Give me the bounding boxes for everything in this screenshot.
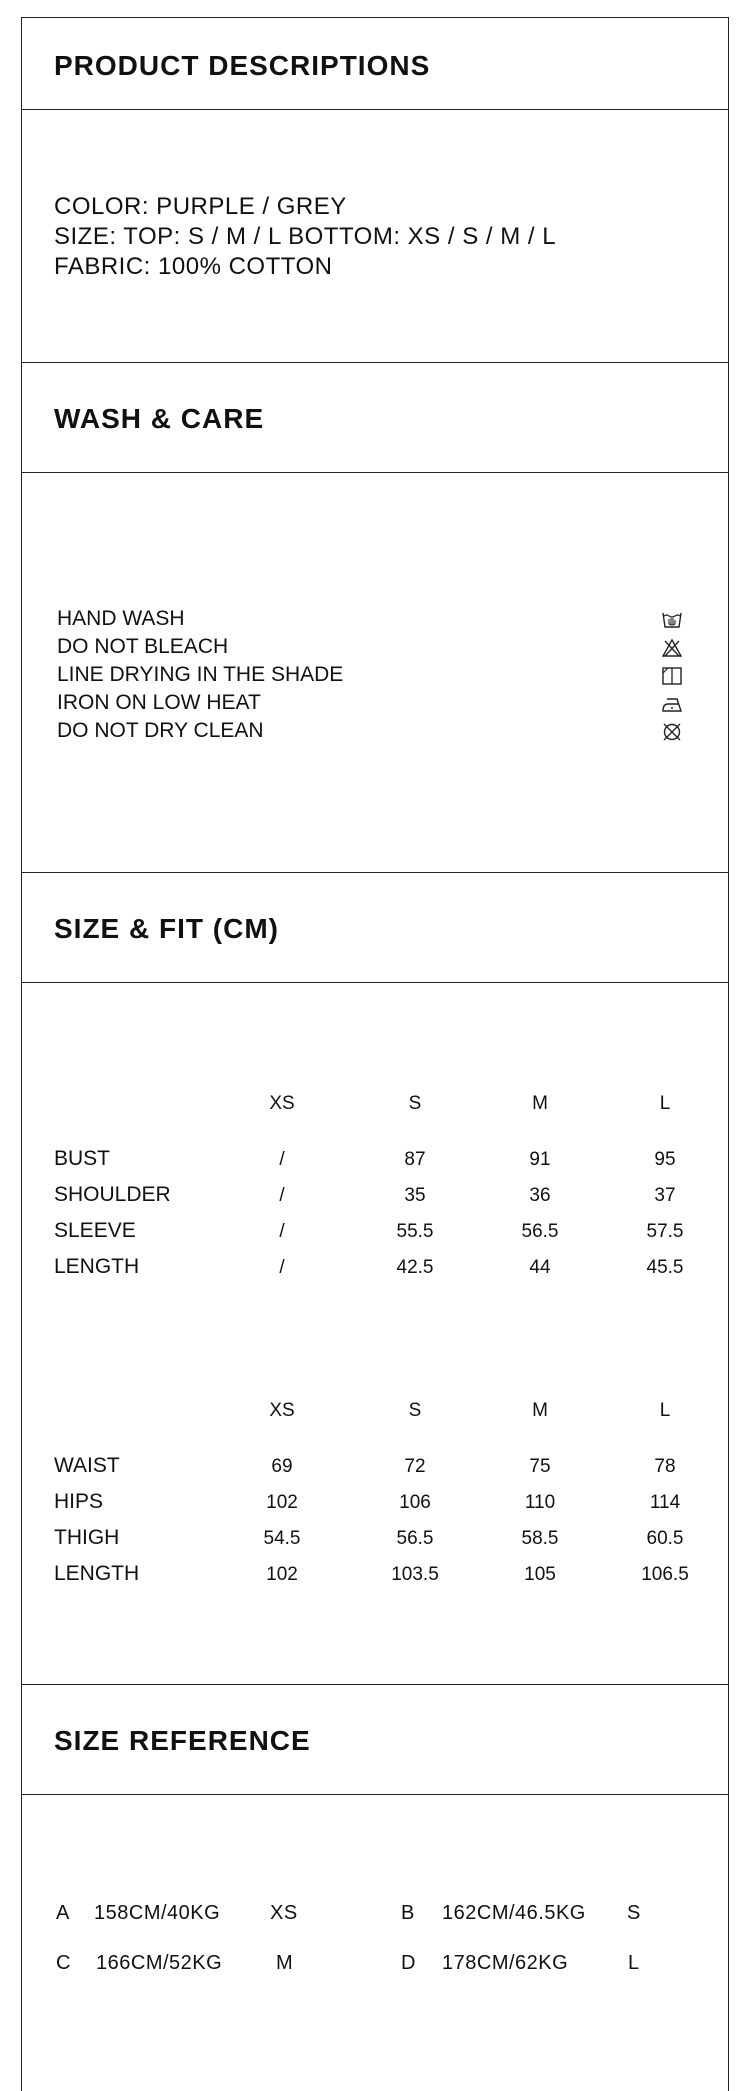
table-cell: 60.5 xyxy=(646,1528,684,1549)
model-size: M xyxy=(276,1952,294,1974)
model-letter: A xyxy=(56,1902,70,1924)
table-cell: 57.5 xyxy=(646,1221,684,1242)
table-cell: 69 xyxy=(271,1456,293,1477)
table-cell: 35 xyxy=(404,1185,426,1206)
iron-low-heat-icon xyxy=(661,694,683,714)
section-heading-size-fit: SIZE & FIT (CM) xyxy=(54,913,279,944)
care-item-do-not-bleach: DO NOT BLEACH xyxy=(57,635,229,658)
product-color-line: COLOR: PURPLE / GREY xyxy=(54,193,347,220)
column-header-m: M xyxy=(532,1400,548,1421)
table-cell: 37 xyxy=(654,1185,676,1206)
column-header-m: M xyxy=(532,1093,548,1114)
row-label-bust: BUST xyxy=(54,1147,111,1170)
table-cell: 54.5 xyxy=(263,1528,301,1549)
column-header-l: L xyxy=(659,1093,671,1114)
table-cell: / xyxy=(279,1221,285,1242)
divider xyxy=(21,362,729,363)
table-cell: 103.5 xyxy=(391,1564,439,1585)
row-label-sleeve: SLEEVE xyxy=(54,1219,136,1242)
divider xyxy=(21,1684,729,1685)
row-label-thigh: THIGH xyxy=(54,1526,120,1549)
care-item-iron: IRON ON LOW HEAT xyxy=(57,691,261,714)
divider xyxy=(21,1794,729,1795)
table-cell: / xyxy=(279,1185,285,1206)
table-cell: 75 xyxy=(529,1456,551,1477)
table-cell: 58.5 xyxy=(521,1528,559,1549)
column-header-xs: XS xyxy=(269,1093,295,1114)
table-cell: 36 xyxy=(529,1185,551,1206)
row-label-length: LENGTH xyxy=(54,1255,140,1278)
divider xyxy=(21,472,729,473)
product-details xyxy=(54,192,556,282)
model-measure: 178CM/62KG xyxy=(442,1952,569,1974)
section-heading-product: PRODUCT DESCRIPTIONS xyxy=(54,50,431,81)
column-header-s: S xyxy=(408,1400,422,1421)
table-cell: 72 xyxy=(404,1456,426,1477)
model-measure: 162CM/46.5KG xyxy=(442,1902,586,1924)
care-item-hand-wash: HAND WASH xyxy=(57,607,185,630)
divider xyxy=(21,109,729,110)
model-size: XS xyxy=(270,1902,298,1924)
table-cell: 42.5 xyxy=(396,1257,434,1278)
table-cell: 102 xyxy=(266,1564,298,1585)
care-list xyxy=(57,605,343,745)
care-item-dry-clean: DO NOT DRY CLEAN xyxy=(57,719,264,742)
column-header-s: S xyxy=(408,1093,422,1114)
row-label-waist: WAIST xyxy=(54,1454,120,1477)
row-label-shoulder: SHOULDER xyxy=(54,1183,171,1206)
product-fabric-line: FABRIC: 100% COTTON xyxy=(54,253,333,280)
model-size: L xyxy=(628,1952,640,1974)
do-not-dry-clean-icon xyxy=(661,722,683,742)
table-cell: / xyxy=(279,1149,285,1170)
table-cell: 114 xyxy=(649,1492,681,1513)
section-heading-wash: WASH & CARE xyxy=(54,403,265,434)
care-item-line-dry: LINE DRYING IN THE SHADE xyxy=(57,663,344,686)
table-cell: 56.5 xyxy=(521,1221,559,1242)
table-cell: 45.5 xyxy=(646,1257,684,1278)
table-cell: / xyxy=(279,1257,285,1278)
column-header-xs: XS xyxy=(269,1400,295,1421)
hand-wash-icon xyxy=(661,610,683,630)
table-cell: 106 xyxy=(399,1492,431,1513)
table-cell: 87 xyxy=(404,1149,426,1170)
table-cell: 105 xyxy=(524,1564,556,1585)
table-cell: 78 xyxy=(654,1456,676,1477)
model-measure: 158CM/40KG xyxy=(94,1902,221,1924)
divider xyxy=(21,982,729,983)
do-not-bleach-icon xyxy=(661,638,683,658)
column-header-l: L xyxy=(659,1400,671,1421)
table-cell: 56.5 xyxy=(396,1528,434,1549)
table-cell: 106.5 xyxy=(641,1564,689,1585)
section-heading-size-reference: SIZE REFERENCE xyxy=(54,1725,311,1756)
model-letter: C xyxy=(56,1952,71,1974)
row-label-hips: HIPS xyxy=(54,1490,104,1513)
table-cell: 91 xyxy=(529,1149,551,1170)
model-letter: D xyxy=(401,1952,416,1974)
content-frame xyxy=(21,17,729,2091)
row-label-length: LENGTH xyxy=(54,1562,140,1585)
model-size: S xyxy=(627,1902,641,1924)
line-dry-shade-icon xyxy=(661,666,683,686)
product-size-line: SIZE: TOP: S / M / L BOTTOM: XS / S / M / L xyxy=(54,223,557,250)
table-cell: 110 xyxy=(524,1492,556,1513)
table-cell: 44 xyxy=(529,1257,551,1278)
table-cell: 55.5 xyxy=(396,1221,434,1242)
model-letter: B xyxy=(401,1902,415,1924)
model-measure: 166CM/52KG xyxy=(96,1952,223,1974)
table-cell: 102 xyxy=(266,1492,298,1513)
divider xyxy=(21,872,729,873)
table-cell: 95 xyxy=(654,1149,676,1170)
